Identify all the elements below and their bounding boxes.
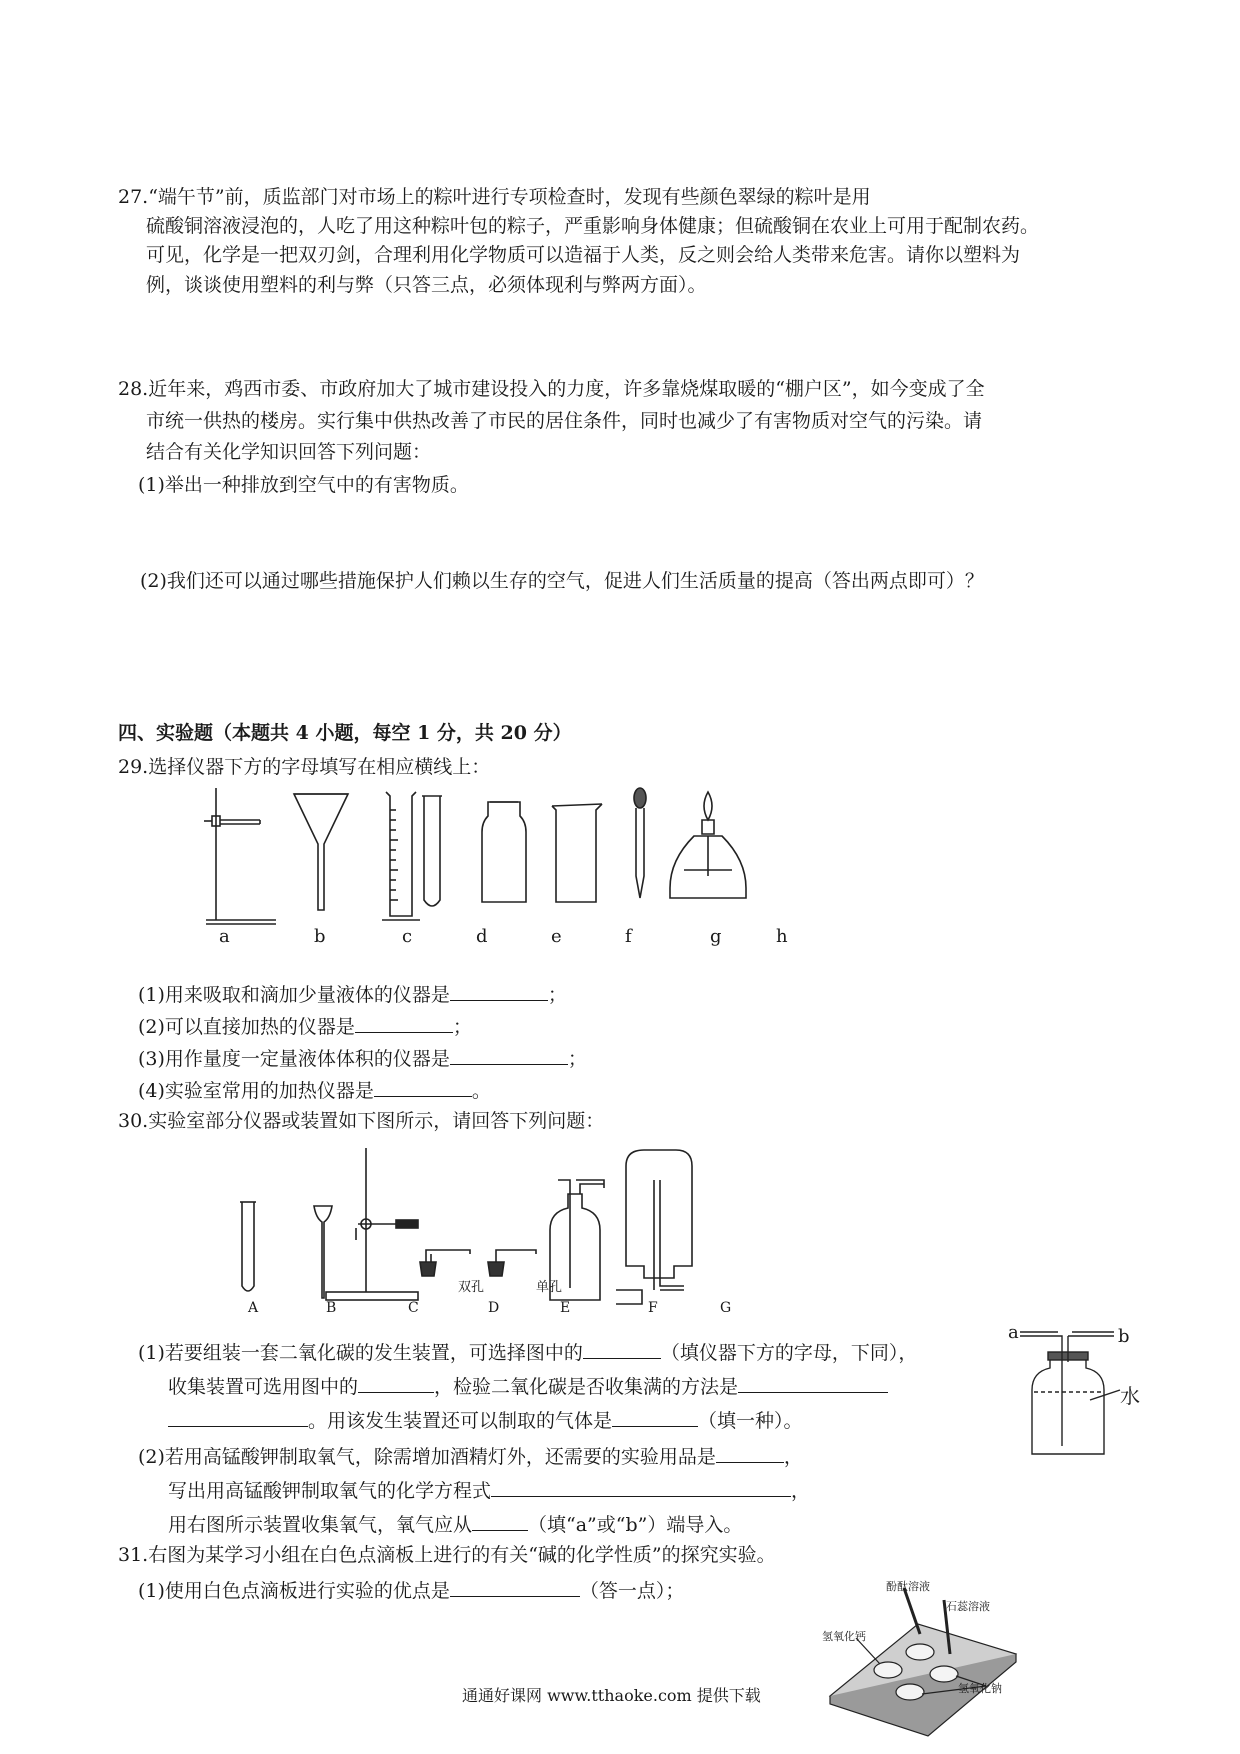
q30-sub2-line3	[168, 1512, 742, 1537]
q29-label: c	[402, 926, 413, 947]
q29-sub1-end: ；	[547, 984, 567, 1006]
q29-answer-blank-3[interactable]	[450, 1046, 568, 1065]
q30-sub2-line1	[138, 1444, 803, 1469]
q30-label: B	[326, 1300, 337, 1316]
q30-s2-l2-end: ，	[791, 1480, 811, 1502]
q30-answer-blank-2[interactable]	[358, 1374, 434, 1393]
q30-s2-l3-end: （填“a”或“b”）端导入。	[528, 1514, 743, 1536]
long-neck-funnel-icon	[314, 1206, 332, 1298]
q30-label: F	[648, 1300, 658, 1316]
side-label-b: b	[1118, 1326, 1130, 1347]
reagent-bottle-icon	[482, 802, 526, 902]
q28-line3: 结合有关化学知识回答下列问题：	[146, 441, 432, 463]
q30-answer-blank-3b[interactable]	[168, 1408, 308, 1427]
q30-answer-blank-5[interactable]	[716, 1444, 784, 1463]
q30-s1-l3-end: （填一种）。	[698, 1410, 803, 1432]
q30-label: G	[720, 1300, 732, 1316]
q30-sub1-line3	[168, 1408, 803, 1433]
q29-sub3-end: ；	[567, 1048, 587, 1070]
q28-line2: 市统一供热的楼房。实行集中供热改善了市民的居住条件，同时也减少了有害物质对空气的污染。请	[146, 410, 983, 432]
iron-stand-icon	[204, 788, 276, 924]
q30-s1-l3-text: 。用该发生装置还可以制取的气体是	[308, 1410, 613, 1432]
q30-sub1-line1	[138, 1340, 917, 1365]
q31-answer-blank-1[interactable]	[450, 1578, 580, 1597]
q30-label: E	[560, 1300, 571, 1316]
beaker-icon	[552, 804, 602, 902]
q30-s1-l1-end: （填仪器下方的字母，下同），	[660, 1342, 918, 1364]
q31-sub1-end: （答一点）；	[579, 1580, 685, 1602]
q30-s1-l2-mid: ，检验二氧化碳是否收集满的方法是	[434, 1376, 739, 1398]
q28-sub1: (1)举出一种排放到空气中的有害物质。	[138, 474, 469, 496]
graduated-cylinder-icon	[382, 792, 420, 920]
q29-stem: 29.选择仪器下方的字母填写在相应横线上：	[118, 756, 491, 778]
q29-label: g	[710, 926, 722, 947]
q30-s1-l1-text: (1)若要组装一套二氧化碳的发生装置，可选择图中的	[138, 1342, 583, 1364]
q30-label: C	[408, 1300, 419, 1316]
q29-label: d	[476, 926, 488, 947]
q31-label-calcium-hydroxide: 氢氧化钙	[822, 1630, 866, 1643]
q30-s2-l3-text: 用右图所示装置收集氧气，氧气应从	[168, 1514, 473, 1536]
test-tube-icon	[422, 796, 442, 906]
q27-line4: 例，谈谈使用塑料的利与弊（只答三点，必须体现利与弊两方面）。	[146, 274, 707, 296]
q30-answer-blank-7[interactable]	[472, 1512, 528, 1531]
q29-label: h	[776, 926, 788, 947]
q31-label-litmus: 石蕊溶液	[946, 1600, 990, 1613]
q29-sub4-text: (4)实验室常用的加热仪器是	[138, 1080, 374, 1102]
dropper-icon	[634, 788, 646, 898]
q31-sub1-text: (1)使用白色点滴板进行实验的优点是	[138, 1580, 450, 1602]
test-tube-icon	[240, 1202, 256, 1291]
q29-label: a	[219, 926, 230, 947]
q29-sub3-text: (3)用作量度一定量液体体积的仪器是	[138, 1048, 450, 1070]
q30-s1-l2-text: 收集装置可选用图中的	[168, 1376, 359, 1398]
q29-sub3	[138, 1046, 587, 1071]
q30-apparatus-figure	[230, 1140, 790, 1310]
q29-sub1-text: (1)用来吸取和滴加少量液体的仪器是	[138, 984, 450, 1006]
q29-instruments-figure	[190, 780, 910, 940]
q30-s2-l1-end: ，	[783, 1446, 803, 1468]
q28-sub2: (2)我们还可以通过哪些措施保护人们赖以生存的空气，促进人们生活质量的提高（答出两点即可）？	[140, 570, 984, 592]
q29-answer-blank-1[interactable]	[450, 982, 548, 1001]
gas-collection-bottle-icon	[616, 1150, 692, 1304]
q30-sub2-line2	[168, 1478, 810, 1503]
q27-line2: 硫酸铜溶液浸泡的，人吃了用这种粽叶包的粽子，严重影响身体健康；但硫酸铜在农业上可用于配制农药。	[146, 215, 1040, 237]
funnel-icon	[294, 794, 348, 910]
q30-answer-blank-1[interactable]	[583, 1340, 661, 1359]
single-hole-stopper-icon	[488, 1250, 536, 1276]
q27-line3: 可见，化学是一把双刃剑，合理利用化学物质可以造福于人类，反之则会给人类带来危害。请你以塑料为	[146, 244, 1021, 266]
double-hole-stopper-icon	[420, 1250, 470, 1276]
q30-sub1-line2	[168, 1374, 888, 1399]
q31-label-sodium-hydroxide: 氢氧化钠	[958, 1682, 1002, 1695]
q29-sub2-end: ；	[452, 1016, 472, 1038]
q31-label-phenolphthalein: 酚酞溶液	[886, 1580, 930, 1593]
q29-sub2	[138, 1014, 472, 1039]
q30-s2-l1-text: (2)若用高锰酸钾制取氧气，除需增加酒精灯外，还需要的实验用品是	[138, 1446, 716, 1468]
side-label-water: 水	[1120, 1384, 1140, 1408]
q29-answer-blank-2[interactable]	[355, 1014, 453, 1033]
q29-label: b	[314, 926, 326, 947]
iron-stand-icon	[326, 1148, 418, 1300]
q30-label: A	[248, 1300, 259, 1316]
q30-answer-blank-3[interactable]	[738, 1374, 888, 1393]
section4-title: 四、实验题（本题共 4 小题，每空 1 分，共 20 分）	[118, 722, 572, 744]
q30-stem: 30.实验室部分仪器或装置如下图所示，请回答下列问题：	[118, 1110, 605, 1132]
double-hole-label: 双孔	[458, 1280, 485, 1295]
q27-line1: 27.“端午节”前，质监部门对市场上的粽叶进行专项检查时，发现有些颜色翠绿的粽叶是用	[118, 186, 871, 208]
q31-spot-plate-figure	[820, 1578, 1020, 1728]
q28-line1: 28.近年来，鸡西市委、市政府加大了城市建设投入的力度，许多靠烧煤取暖的“棚户区”，如今变成了全	[118, 378, 985, 400]
q31-stem: 31.右图为某学习小组在白色点滴板上进行的有关“碱的化学性质”的探究实验。	[118, 1544, 776, 1566]
footer-source: 通通好课网 www.tthaoke.com 提供下载	[462, 1686, 761, 1705]
q29-label: f	[625, 926, 632, 947]
q30-label: D	[488, 1300, 500, 1316]
q30-answer-blank-6[interactable]	[491, 1478, 791, 1497]
single-hole-label: 单孔	[536, 1280, 563, 1295]
q29-sub2-text: (2)可以直接加热的仪器是	[138, 1016, 355, 1038]
q29-sub1	[138, 982, 567, 1007]
q29-answer-blank-4[interactable]	[374, 1078, 472, 1097]
q29-sub4	[138, 1078, 491, 1103]
q30-answer-blank-4[interactable]	[612, 1408, 698, 1427]
q30-s2-l2-text: 写出用高锰酸钾制取氧气的化学方程式	[168, 1480, 492, 1502]
q29-sub4-end: 。	[471, 1080, 491, 1102]
side-label-a: a	[1008, 1322, 1019, 1343]
q31-sub1	[138, 1578, 684, 1603]
q29-label: e	[551, 926, 562, 947]
alcohol-lamp-icon	[670, 792, 746, 898]
